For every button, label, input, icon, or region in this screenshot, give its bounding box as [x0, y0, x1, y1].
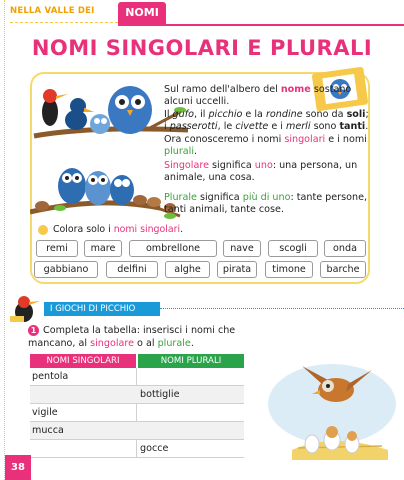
word-box[interactable]: gabbiano [34, 261, 98, 278]
header-dashed-line [10, 22, 118, 23]
task-instruction: 1 Completa la tabella: inserisci i nomi che mancano, al singolare o al plurale. [28, 325, 236, 349]
header-rule [118, 24, 404, 26]
margin-guide [4, 0, 5, 480]
word-box[interactable]: timone [265, 261, 313, 278]
cell-singolare[interactable]: vigile [32, 407, 58, 418]
page-number: 38 [5, 455, 31, 480]
word-box[interactable]: mare [84, 240, 122, 257]
table-row [30, 386, 244, 404]
table-row [30, 368, 244, 386]
word-box[interactable]: remi [36, 240, 78, 257]
word-box[interactable]: nave [223, 240, 261, 257]
woodpecker-icon [6, 294, 46, 324]
word-box[interactable]: alghe [165, 261, 210, 278]
page-title: NOMI SINGOLARI E PLURALI [31, 36, 373, 60]
table-row [30, 422, 244, 440]
cell-plurale[interactable]: bottiglie [140, 389, 180, 400]
word-box[interactable]: scogli [268, 240, 318, 257]
page-header [0, 0, 404, 26]
word-box[interactable]: delfini [106, 261, 158, 278]
reading-paragraph-3: Plurale significa più di uno: tante persone, tanti animali, tante cose. [164, 192, 368, 216]
cell-singolare[interactable]: mucca [32, 425, 64, 436]
cell-singolare[interactable]: pentola [32, 371, 69, 382]
bird-nest-illustration [262, 360, 404, 460]
table-row [30, 404, 244, 422]
header-tab-nomi: NOMI [118, 2, 166, 24]
table-header-singolari: NOMI SINGOLARI [30, 354, 136, 368]
cell-plurale[interactable]: gocce [140, 443, 169, 454]
reading-paragraph-2: Singolare significa uno: una persona, un animale, una cosa. [164, 160, 358, 184]
table-row [30, 440, 244, 458]
word-box[interactable]: ombrellone [129, 240, 217, 257]
color-instruction: Colora solo i nomi singolari. [38, 224, 183, 235]
word-box[interactable]: onda [324, 240, 366, 257]
header-section-label: NELLA VALLE DEI [10, 6, 95, 16]
section-rule [160, 308, 404, 309]
section-label: I GIOCHI DI PICCHIO [44, 302, 160, 316]
table-header-plurali: NOMI PLURALI [138, 354, 244, 368]
reading-paragraph-1: Sul ramo dell'albero del nome sostano alcuni uccelli. Il gufo, il picchio e la rondine sono da soli; i passerotti, le civette e i merli sono tanti. Ora conosceremo i nomi singolari e i nomi plurali. [164, 84, 369, 158]
bullet-dot-icon [38, 225, 48, 235]
word-box[interactable]: barche [320, 261, 366, 278]
word-box[interactable]: pirata [217, 261, 257, 278]
task-number-badge: 1 [28, 325, 39, 336]
